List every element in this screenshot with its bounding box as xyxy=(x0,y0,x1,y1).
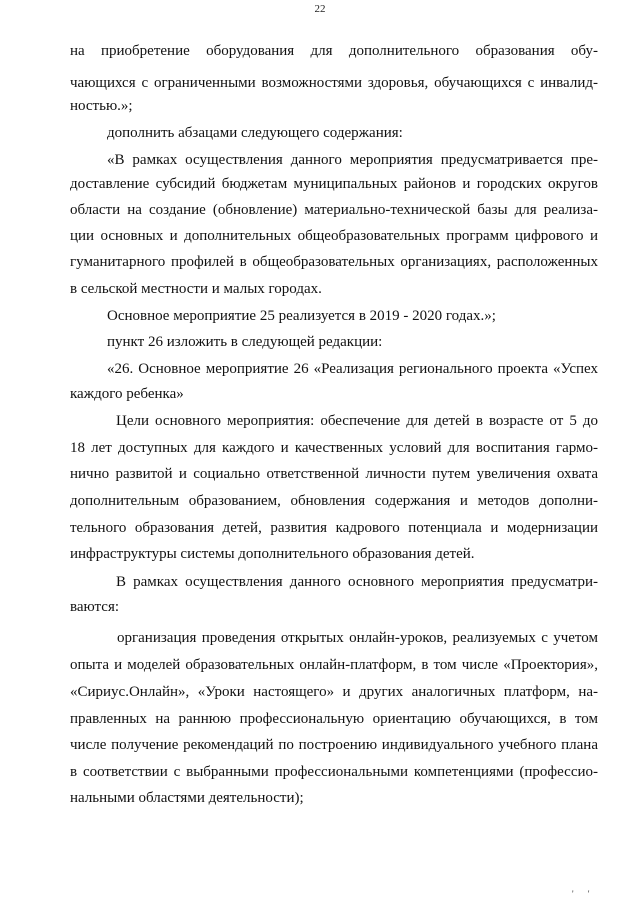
text-line: гуманитарного профилей в общеобразовательных организациях, расположенных xyxy=(70,254,598,270)
text-line: в соответствии с выбранными профессиональными компетенциями (профессио- xyxy=(70,764,598,780)
text-line: ции основных и дополнительных общеобразовательных программ цифрового и xyxy=(70,228,598,244)
text-line: организация проведения открытых онлайн-уроков, реализуемых с учетом xyxy=(117,630,598,646)
text-line: чающихся с ограниченными возможностями здоровья, обучающихся с инвалид- xyxy=(70,75,598,91)
page-number: 22 xyxy=(314,3,326,15)
text-line: на приобретение оборудования для дополнительного образования обу- xyxy=(70,43,598,59)
corner-marks: ' ' xyxy=(572,889,596,899)
text-line: доставление субсидий бюджетам муниципальных районов и городских округов xyxy=(70,176,598,192)
text-line: правленных на раннюю профессиональную ориентацию обучающихся, в том xyxy=(70,711,598,727)
text-line: пункт 26 изложить в следующей редакции: xyxy=(107,334,383,350)
text-line: В рамках осуществления данного основного мероприятия предусматри- xyxy=(116,574,598,590)
text-line: в сельской местности и малых городах. xyxy=(70,281,322,297)
text-line: «Сириус.Онлайн», «Уроки настоящего» и других аналогичных платформ, на- xyxy=(70,684,598,700)
text-line: ваются: xyxy=(70,599,120,615)
text-line: 18 лет доступных для каждого и качественных условий для воспитания гармо- xyxy=(70,440,598,456)
text-line: ностью.»; xyxy=(70,98,133,114)
text-line: «В рамках осуществления данного мероприятия предусматривается пре- xyxy=(107,152,598,168)
text-line: «26. Основное мероприятие 26 «Реализация регионального проекта «Успех xyxy=(107,361,598,377)
text-line: инфраструктуры системы дополнительного образования детей. xyxy=(70,546,475,562)
text-line: нично развитой и социально ответственной личности путем увеличения охвата xyxy=(70,466,598,482)
text-line: дополнить абзацами следующего содержания: xyxy=(107,125,403,141)
text-line: каждого ребенка» xyxy=(70,386,184,402)
text-line: дополнительным образованием, обновления содержания и методов дополни- xyxy=(70,493,598,509)
text-line: области на создание (обновление) материально-технической базы для реализа- xyxy=(70,202,598,218)
text-line: Основное мероприятие 25 реализуется в 2019 - 2020 годах.»; xyxy=(107,308,496,324)
text-line: числе получение рекомендаций по построению индивидуального учебного плана xyxy=(70,737,598,753)
text-line: тельного образования детей, развития кадрового потенциала и модернизации xyxy=(70,520,598,536)
text-line: опыта и моделей образовательных онлайн-платформ, в том числе «Проектория», xyxy=(70,657,598,673)
text-line: нальными областями деятельности); xyxy=(70,790,304,806)
text-line: Цели основного мероприятия: обеспечение для детей в возрасте от 5 до xyxy=(116,413,598,429)
